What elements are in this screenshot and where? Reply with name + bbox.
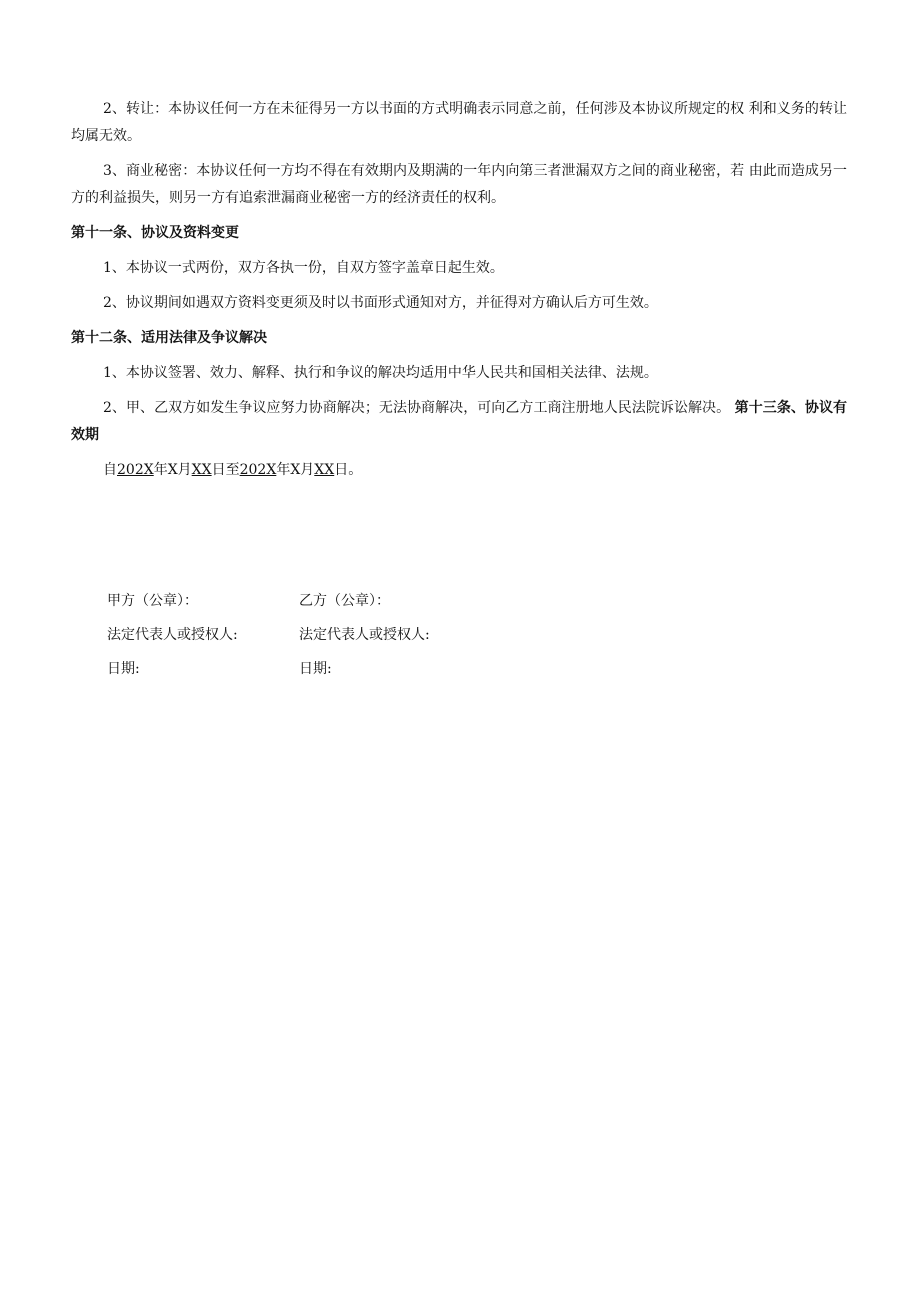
- validity-period: [71, 457, 847, 484]
- validity-prefix: 自: [103, 462, 117, 478]
- party-a-date-label: 日期:: [107, 661, 140, 677]
- article-11-item-2: 2、协议期间如遇双方资料变更须及时以书面形式通知对方，并征得对方确认后方可生效。: [103, 295, 658, 311]
- article-12-item-2: [71, 395, 847, 449]
- article-12-item-1: 1、本协议签署、效力、解释、执行和争议的解决均适用中华人民共和国相关法律、法规。: [103, 365, 658, 381]
- article-13-heading: 第十三条、协议有效期: [71, 400, 848, 443]
- validity-end-day: XX: [314, 462, 335, 478]
- validity-end-month: X: [290, 462, 301, 478]
- validity-month-char: 月: [177, 462, 192, 478]
- validity-end-year: 202X: [239, 462, 277, 478]
- signature-row-date: [107, 651, 519, 685]
- validity-start-day: XX: [191, 462, 212, 478]
- article-12-item-2-text: 2、甲、乙双方如发生争议应努力协商解决；无法协商解决，可向乙方工商注册地人民法院诉讼解决。: [103, 400, 731, 416]
- party-b-representative-label: 法定代表人或授权人:: [299, 627, 430, 643]
- signature-block: [107, 583, 519, 685]
- article-11-item-1: 1、本协议一式两份，双方各执一份，自双方签字盖章日起生效。: [103, 260, 504, 276]
- validity-suffix: 日。: [334, 462, 363, 478]
- document-body: [71, 96, 847, 492]
- article-12-heading: 第十二条、适用法律及争议解决: [71, 330, 267, 346]
- clause-transfer: 2、转让：本协议任何一方在未征得另一方以书面的方式明确表示同意之前，任何涉及本协议所规定的权 利和义务的转让均属无效。: [71, 101, 847, 144]
- party-b-date-label: 日期:: [299, 661, 332, 677]
- party-a-seal-label: 甲方（公章）：: [107, 593, 198, 609]
- validity-mid: 日至: [211, 462, 240, 478]
- party-a-representative-label: 法定代表人或授权人:: [107, 627, 238, 643]
- validity-year-char: 年: [276, 462, 291, 478]
- validity-start-year: 202X: [117, 462, 154, 478]
- article-11-heading: 第十一条、协议及资料变更: [71, 225, 239, 241]
- party-b-seal-label: 乙方（公章）：: [299, 593, 390, 609]
- validity-year-char: 年: [153, 462, 168, 478]
- validity-month-char: 月: [300, 462, 315, 478]
- validity-start-month: X: [167, 462, 178, 478]
- signature-row-seal: [107, 583, 519, 617]
- signature-row-representative: [107, 617, 519, 651]
- clause-trade-secret: 3、商业秘密：本协议任何一方均不得在有效期内及期满的一年内向第三者泄漏双方之间的商业秘密，若 由此而造成另一方的利益损失，则另一方有追索泄漏商业秘密一方的经济责任的权利。: [71, 163, 847, 206]
